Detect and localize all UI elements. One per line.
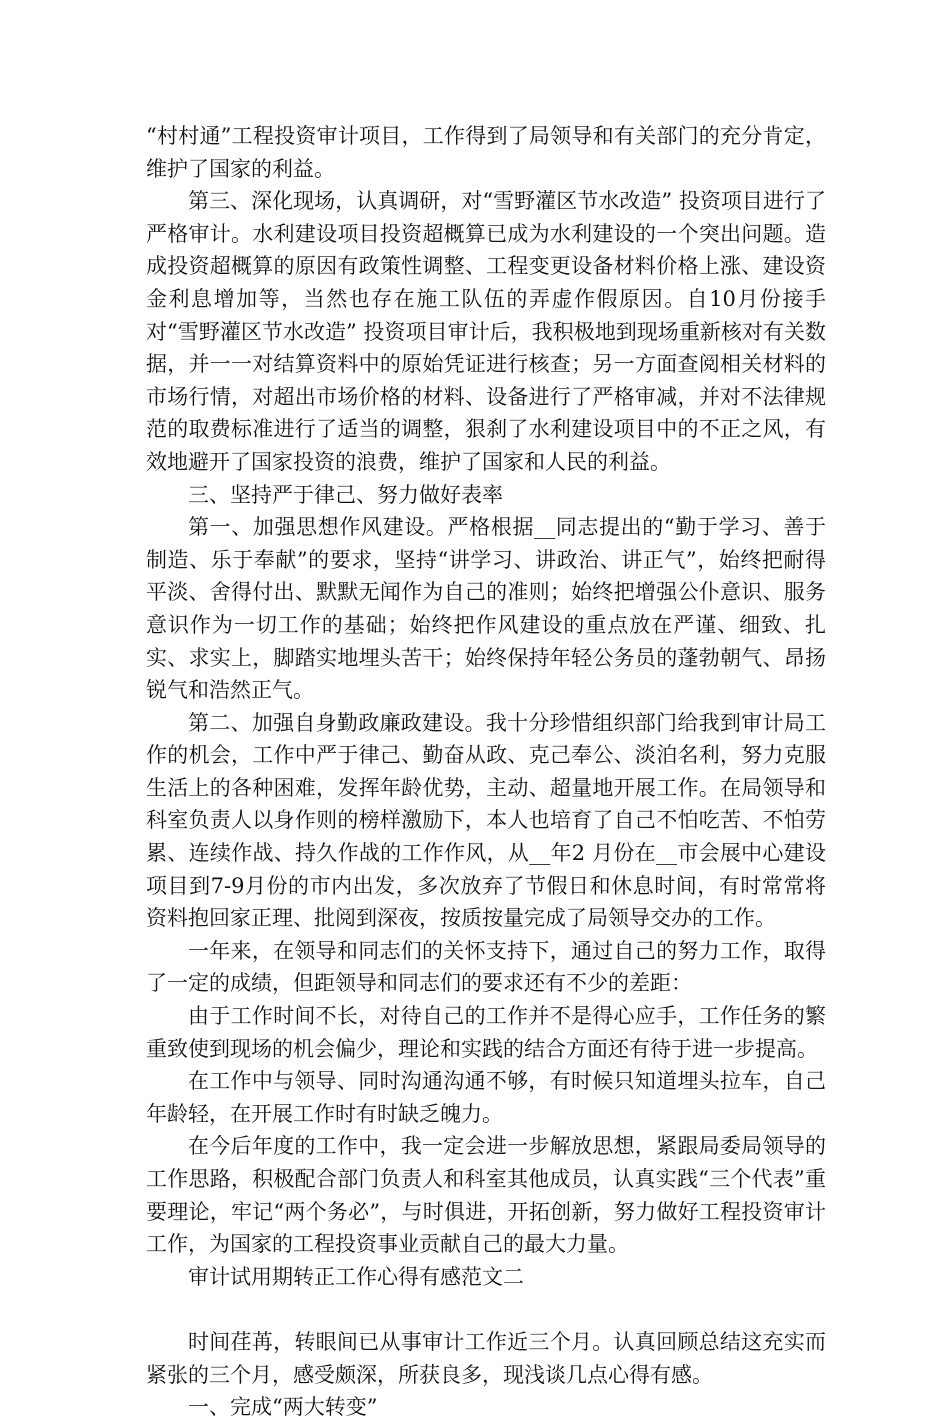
paragraph-intro-two: 时间荏苒，转眼间已从事审计工作近三个月。认真回顾总结这充实而紧张的三个月，感受颇深，所获良多，现浅谈几点心得有感。 [146,1329,826,1387]
paragraph-shortcoming-2: 在工作中与领导、同时沟通沟通不够，有时候只知道埋头拉车，自己年龄轻，在开展工作时有时缺乏魄力。 [146,1069,826,1126]
article-title-two: 审计试用期转正工作心得有感范文二 [188,1264,524,1289]
paragraph-third-point: 第三、深化现场，认真调研，对“雪野灌区节水改造” 投资项目进行了严格审计。水利建设项目投资超概算已成为水利建设的一个突出问题。造成投资超概算的原因有政策性调整、工程变更设备材料价格上涨、建设资金利息增加等，当然也存在施工队伍的弄虚作假原因。自10月份接手对“雪野灌区节水改造” 投资项目审计后，我积极地到现场重新核对有关数据，并一一对结算资料中的原始凭证进行核查；另一方面查阅相关材料的市场行情，对超出市场价格的材料、设备进行了严格审减，并对不法律规范的取费标准进行了适当的调整，狠刹了水利建设项目中的不正之风，有效地避开了国家投资的浪费，维护了国家和人民的利益。 [146,189,826,474]
paragraph-continuation: “村村通”工程投资审计项目，工作得到了局领导和有关部门的充分肯定，维护了国家的利益。 [146,124,826,181]
section-heading-two-transformations: 一、完成“两大转变” [188,1395,378,1420]
section-heading-discipline: 三、坚持严于律己、努力做好表率 [188,482,503,507]
paragraph-shortcoming-1: 由于工作时间不长，对待自己的工作并不是得心应手，工作任务的繁重致使到现场的机会偏少，理论和实践的结合方面还有待于进一步提高。 [146,1004,826,1061]
document-body [146,120,826,1424]
paragraph-first-point: 第一、加强思想作风建设。严格根据__同志提出的“勤于学习、善于制造、乐于奉献”的要求，坚持“讲学习、讲政治、讲正气”，始终把耐得平淡、舍得付出、默默无闻作为自己的准则；始终把增强公仆意识、服务意识作为一切工作的基础；始终把作风建设的重点放在严谨、细致、扎实、求实上，脚踏实地埋头苦干；始终保持年轻公务员的蓬勃朝气、昂扬锐气和浩然正气。 [146,515,826,703]
paragraph-second-point: 第二、加强自身勤政廉政建设。我十分珍惜组织部门给我到审计局工作的机会，工作中严于律己、勤奋从政、克己奉公、淡泊名利，努力克服生活上的各种困难，发挥年龄优势，主动、超量地开展工作。在局领导和科室负责人以身作则的榜样激励下，本人也培育了自己不怕吃苦、不怕劳累、连续作战、持久作战的工作作风，从__年2 月份在__市会展中心建设项目到7-9月份的市内出发，多次放弃了节假日和休息时间，有时常常将资料抱回家正理、批阅到深夜，按质按量完成了局领导交办的工作。 [146,710,826,931]
paragraph-future-plan: 在今后年度的工作中，我一定会进一步解放思想，紧跟局委局领导的工作思路，积极配合部门负责人和科室其他成员，认真实践“三个代表”重要理论，牢记“两个务必”，与时俱进，开拓创新，努力做好工程投资审计工作，为国家的工程投资事业贡献自己的最大力量。 [146,1134,826,1257]
blank-line [146,1293,826,1326]
paragraph-year-summary: 一年来，在领导和同志们的关怀支持下，通过自己的努力工作，取得了一定的成绩，但距领导和同志们的要求还有不少的差距： [146,938,826,996]
